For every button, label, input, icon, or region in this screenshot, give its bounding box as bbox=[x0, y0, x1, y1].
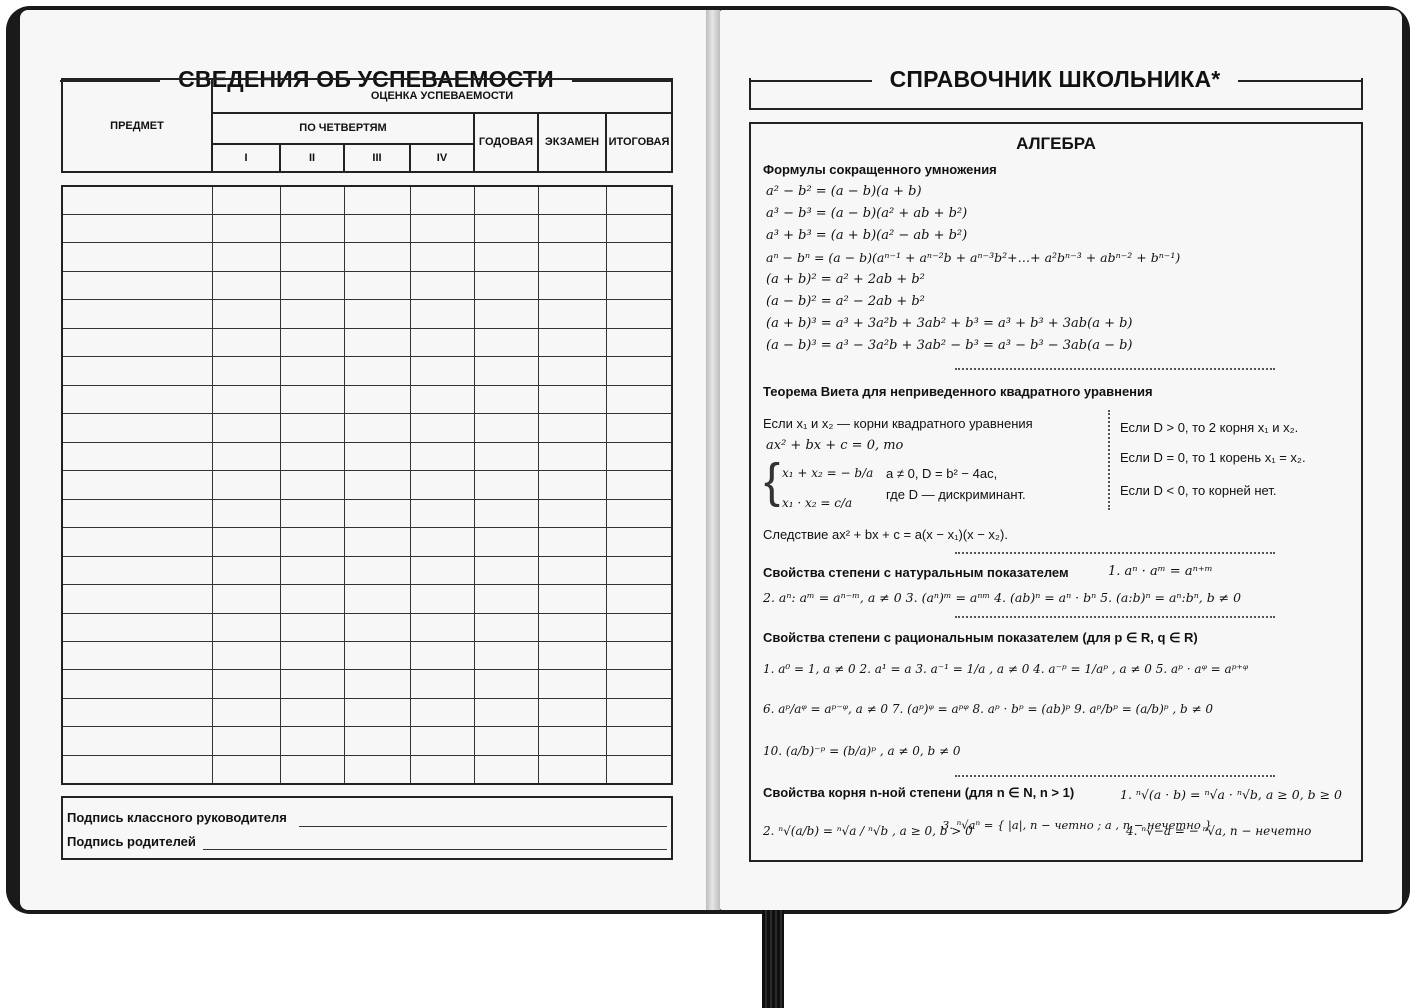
divider-vertical bbox=[1108, 410, 1110, 510]
grade-cell[interactable] bbox=[280, 613, 344, 641]
header-final: ИТОГОВАЯ bbox=[606, 113, 672, 172]
table-row bbox=[62, 328, 672, 356]
grade-cell[interactable] bbox=[410, 442, 474, 470]
grade-cell[interactable] bbox=[606, 328, 672, 356]
grade-cell[interactable] bbox=[538, 471, 606, 499]
grade-cell[interactable] bbox=[212, 442, 280, 470]
grade-cell[interactable] bbox=[606, 727, 672, 755]
table-row bbox=[62, 499, 672, 527]
grade-cell[interactable] bbox=[344, 328, 410, 356]
grade-cell[interactable] bbox=[280, 698, 344, 726]
subject-cell[interactable] bbox=[62, 556, 212, 584]
grade-cell[interactable] bbox=[212, 670, 280, 698]
grade-cell[interactable] bbox=[474, 300, 538, 328]
vieta-sum: x₁ + x₂ = − b/a bbox=[782, 466, 874, 480]
grade-cell[interactable] bbox=[606, 755, 672, 783]
grade-cell[interactable] bbox=[474, 499, 538, 527]
subject-cell[interactable] bbox=[62, 271, 212, 299]
grades-table bbox=[61, 185, 673, 785]
divider bbox=[955, 616, 1275, 618]
subject-cell[interactable] bbox=[62, 727, 212, 755]
grade-cell[interactable] bbox=[474, 670, 538, 698]
grade-cell[interactable] bbox=[410, 670, 474, 698]
grade-cell[interactable] bbox=[344, 556, 410, 584]
brace-icon: { bbox=[764, 455, 781, 508]
abbrev-heading: Формулы сокращенного умножения bbox=[763, 162, 997, 177]
table-row bbox=[62, 243, 672, 271]
grade-cell[interactable] bbox=[606, 698, 672, 726]
grade-cell[interactable] bbox=[474, 385, 538, 413]
divider bbox=[955, 552, 1275, 554]
roots-heading: Свойства корня n-ной степени (для n ∈ N, n > 1) bbox=[763, 785, 1075, 800]
grade-cell[interactable] bbox=[538, 214, 606, 242]
grade-cell[interactable] bbox=[280, 528, 344, 556]
grade-cell[interactable] bbox=[344, 385, 410, 413]
grade-cell[interactable] bbox=[474, 414, 538, 442]
grade-cell[interactable] bbox=[212, 585, 280, 613]
formula: aⁿ − bⁿ = (a − b)(aⁿ⁻¹ + aⁿ⁻²b + aⁿ⁻³b²+…+ a²bⁿ⁻³ + abⁿ⁻² + bⁿ⁻¹) bbox=[766, 250, 1181, 265]
grade-cell[interactable] bbox=[212, 271, 280, 299]
grade-cell[interactable] bbox=[538, 442, 606, 470]
grade-cell[interactable] bbox=[474, 698, 538, 726]
grade-cell[interactable] bbox=[410, 471, 474, 499]
formula: a² − b² = (a − b)(a + b) bbox=[766, 184, 922, 199]
formula: a³ − b³ = (a − b)(a² + ab + b²) bbox=[766, 206, 968, 221]
grade-cell[interactable] bbox=[538, 385, 606, 413]
grade-cell[interactable] bbox=[344, 755, 410, 783]
grade-cell[interactable] bbox=[344, 271, 410, 299]
grade-cell[interactable] bbox=[474, 727, 538, 755]
grade-cell[interactable] bbox=[474, 471, 538, 499]
grade-cell[interactable] bbox=[280, 300, 344, 328]
divider bbox=[955, 368, 1275, 370]
table-row bbox=[62, 271, 672, 299]
grade-cell[interactable] bbox=[410, 528, 474, 556]
grade-cell[interactable] bbox=[410, 243, 474, 271]
grade-cell[interactable] bbox=[606, 499, 672, 527]
teacher-signature-label: Подпись классного руководителя bbox=[67, 810, 287, 825]
discriminant-negative: Если D < 0, то корней нет. bbox=[1120, 483, 1277, 498]
grade-cell[interactable] bbox=[474, 642, 538, 670]
grade-cell[interactable] bbox=[280, 271, 344, 299]
grade-cell[interactable] bbox=[474, 613, 538, 641]
grade-cell[interactable] bbox=[212, 642, 280, 670]
table-row bbox=[62, 642, 672, 670]
grade-cell[interactable] bbox=[410, 271, 474, 299]
grade-cell[interactable] bbox=[280, 727, 344, 755]
grade-cell[interactable] bbox=[212, 755, 280, 783]
bookmark-ribbon bbox=[762, 905, 784, 1008]
grade-cell[interactable] bbox=[344, 442, 410, 470]
grade-cell[interactable] bbox=[474, 186, 538, 214]
page-title: СВЕДЕНИЯ ОБ УСПЕВАЕМОСТИ bbox=[160, 66, 572, 92]
table-row bbox=[62, 727, 672, 755]
grade-cell[interactable] bbox=[606, 613, 672, 641]
rational-row-3: 10. (a/b)⁻ᵖ = (b/a)ᵖ , a ≠ 0, b ≠ 0 bbox=[763, 744, 961, 758]
subject-cell[interactable] bbox=[62, 186, 212, 214]
grade-cell[interactable] bbox=[344, 727, 410, 755]
header-quarters: ПО ЧЕТВЕРТЯМ bbox=[212, 113, 474, 144]
header-quarter-3: III bbox=[344, 144, 410, 172]
root-property-2: 2. ⁿ√(a/b) = ⁿ√a / ⁿ√b , a ≥ 0, b > 0 bbox=[763, 824, 973, 838]
grade-cell[interactable] bbox=[212, 727, 280, 755]
grade-cell[interactable] bbox=[606, 271, 672, 299]
subject-cell[interactable] bbox=[62, 214, 212, 242]
natural-property-1: 1. aⁿ · aᵐ = aⁿ⁺ᵐ bbox=[1108, 564, 1213, 579]
vieta-equation: ax² + bx + c = 0, то bbox=[766, 438, 904, 453]
subject-cell[interactable] bbox=[62, 613, 212, 641]
grade-cell[interactable] bbox=[280, 642, 344, 670]
grade-cell[interactable] bbox=[410, 698, 474, 726]
grade-cell[interactable] bbox=[410, 755, 474, 783]
table-row bbox=[62, 300, 672, 328]
subject-cell[interactable] bbox=[62, 300, 212, 328]
table-row bbox=[62, 414, 672, 442]
grade-cell[interactable] bbox=[344, 698, 410, 726]
subject-cell[interactable] bbox=[62, 670, 212, 698]
grade-cell[interactable] bbox=[606, 442, 672, 470]
grade-cell[interactable] bbox=[344, 499, 410, 527]
formula: a³ + b³ = (a + b)(a² − ab + b²) bbox=[766, 228, 968, 243]
grade-cell[interactable] bbox=[212, 698, 280, 726]
divider bbox=[955, 775, 1275, 777]
grade-cell[interactable] bbox=[280, 243, 344, 271]
vieta-discriminant: где D — дискриминант. bbox=[886, 487, 1026, 502]
table-row bbox=[62, 698, 672, 726]
vieta-condition: a ≠ 0, D = b² − 4ac, bbox=[886, 466, 998, 481]
grade-cell[interactable] bbox=[280, 385, 344, 413]
formula: (a + b)² = a² + 2ab + b² bbox=[766, 272, 925, 287]
vieta-corollary: Следствие ax² + bx + c = a(x − x₁)(x − x₂). bbox=[763, 527, 1008, 542]
grade-cell[interactable] bbox=[606, 243, 672, 271]
page-gutter bbox=[706, 10, 720, 910]
grade-cell[interactable] bbox=[212, 613, 280, 641]
grade-cell[interactable] bbox=[410, 585, 474, 613]
vieta-text: Если x₁ и x₂ — корни квадратного уравнения bbox=[763, 416, 1033, 431]
grade-cell[interactable] bbox=[344, 214, 410, 242]
grade-cell[interactable] bbox=[212, 328, 280, 356]
grade-cell[interactable] bbox=[474, 328, 538, 356]
grade-cell[interactable] bbox=[410, 556, 474, 584]
table-row bbox=[62, 186, 672, 214]
grade-cell[interactable] bbox=[212, 186, 280, 214]
header-quarter-2: II bbox=[280, 144, 344, 172]
grade-cell[interactable] bbox=[280, 357, 344, 385]
subject-cell[interactable] bbox=[62, 385, 212, 413]
right-title-row bbox=[749, 60, 1361, 108]
grade-cell[interactable] bbox=[280, 670, 344, 698]
subject-cell[interactable] bbox=[62, 528, 212, 556]
grade-cell[interactable] bbox=[410, 499, 474, 527]
grade-cell[interactable] bbox=[410, 300, 474, 328]
grade-cell[interactable] bbox=[606, 414, 672, 442]
parents-signature-label: Подпись родителей bbox=[67, 834, 196, 849]
grade-cell[interactable] bbox=[474, 556, 538, 584]
grade-cell[interactable] bbox=[538, 528, 606, 556]
grade-cell[interactable] bbox=[538, 414, 606, 442]
table-row bbox=[62, 556, 672, 584]
table-row bbox=[62, 442, 672, 470]
root-property-4: 4. ⁿ√−a = − ⁿ√a, n − нечетно bbox=[1126, 824, 1312, 838]
grade-cell[interactable] bbox=[538, 271, 606, 299]
grade-cell[interactable] bbox=[212, 528, 280, 556]
grade-cell[interactable] bbox=[280, 556, 344, 584]
reference-title: СПРАВОЧНИК ШКОЛЬНИКА* bbox=[872, 66, 1239, 92]
grade-cell[interactable] bbox=[538, 186, 606, 214]
grade-cell[interactable] bbox=[212, 385, 280, 413]
grade-cell[interactable] bbox=[212, 243, 280, 271]
header-quarter-1: I bbox=[212, 144, 280, 172]
root-property-1: 1. ⁿ√(a · b) = ⁿ√a · ⁿ√b, a ≥ 0, b ≥ 0 bbox=[1120, 787, 1343, 802]
grade-cell[interactable] bbox=[410, 613, 474, 641]
subject-cell[interactable] bbox=[62, 698, 212, 726]
grade-cell[interactable] bbox=[474, 442, 538, 470]
grade-cell[interactable] bbox=[606, 300, 672, 328]
grade-cell[interactable] bbox=[538, 613, 606, 641]
grade-cell[interactable] bbox=[606, 471, 672, 499]
grade-cell[interactable] bbox=[344, 471, 410, 499]
header-subject: ПРЕДМЕТ bbox=[62, 79, 212, 172]
grade-cell[interactable] bbox=[344, 243, 410, 271]
grade-cell[interactable] bbox=[280, 585, 344, 613]
grade-cell[interactable] bbox=[212, 556, 280, 584]
header-quarter-4: IV bbox=[410, 144, 474, 172]
grade-cell[interactable] bbox=[606, 186, 672, 214]
grade-cell[interactable] bbox=[410, 186, 474, 214]
grade-cell[interactable] bbox=[280, 214, 344, 242]
formula: (a − b)² = a² − 2ab + b² bbox=[766, 294, 925, 309]
header-annual: ГОДОВАЯ bbox=[474, 113, 538, 172]
teacher-signature-line[interactable] bbox=[299, 826, 667, 827]
parents-signature-line[interactable] bbox=[203, 849, 667, 850]
grade-cell[interactable] bbox=[474, 214, 538, 242]
discriminant-zero: Если D = 0, то 1 корень x₁ = x₂. bbox=[1120, 450, 1306, 465]
grade-cell[interactable] bbox=[344, 670, 410, 698]
grade-cell[interactable] bbox=[474, 528, 538, 556]
discriminant-positive: Если D > 0, то 2 корня x₁ и x₂. bbox=[1120, 420, 1299, 435]
grade-cell[interactable] bbox=[280, 499, 344, 527]
grade-cell[interactable] bbox=[280, 414, 344, 442]
subject-cell[interactable] bbox=[62, 642, 212, 670]
table-row bbox=[62, 755, 672, 783]
table-row bbox=[62, 585, 672, 613]
grade-cell[interactable] bbox=[538, 755, 606, 783]
grade-cell[interactable] bbox=[606, 528, 672, 556]
grade-cell[interactable] bbox=[474, 271, 538, 299]
grade-cell[interactable] bbox=[280, 328, 344, 356]
grade-cell[interactable] bbox=[410, 727, 474, 755]
grade-cell[interactable] bbox=[606, 357, 672, 385]
grade-cell[interactable] bbox=[344, 186, 410, 214]
grade-cell[interactable] bbox=[538, 698, 606, 726]
table-row bbox=[62, 357, 672, 385]
grade-cell[interactable] bbox=[410, 414, 474, 442]
grade-cell[interactable] bbox=[606, 385, 672, 413]
root-property-3: 3. ⁿ√aⁿ = { |a|, n − четно ; a , n − нечетно } bbox=[942, 818, 1212, 832]
rational-row-1: 1. a⁰ = 1, a ≠ 0 2. a¹ = a 3. a⁻¹ = 1/a , a ≠ 0 4. a⁻ᵖ = 1/aᵖ , a ≠ 0 5. aᵖ · aᵠ = aᵖ⁺ᵠ bbox=[763, 662, 1249, 676]
grade-cell[interactable] bbox=[344, 642, 410, 670]
signature-box bbox=[61, 796, 673, 860]
natural-heading: Свойства степени с натуральным показателем bbox=[763, 565, 1069, 580]
grade-cell[interactable] bbox=[410, 328, 474, 356]
grade-cell[interactable] bbox=[538, 499, 606, 527]
table-row bbox=[62, 385, 672, 413]
grade-cell[interactable] bbox=[344, 613, 410, 641]
grade-cell[interactable] bbox=[410, 642, 474, 670]
grade-cell[interactable] bbox=[538, 670, 606, 698]
grade-cell[interactable] bbox=[606, 642, 672, 670]
grade-cell[interactable] bbox=[474, 755, 538, 783]
subject-cell[interactable] bbox=[62, 442, 212, 470]
subject-cell[interactable] bbox=[62, 328, 212, 356]
subject-cell[interactable] bbox=[62, 414, 212, 442]
grade-cell[interactable] bbox=[280, 755, 344, 783]
grade-cell[interactable] bbox=[212, 414, 280, 442]
grade-cell[interactable] bbox=[606, 585, 672, 613]
header-grades: ОЦЕНКА УСПЕВАЕМОСТИ bbox=[212, 79, 672, 113]
grade-cell[interactable] bbox=[212, 300, 280, 328]
rational-heading: Свойства степени с рациональным показателем (для p ∈ R, q ∈ R) bbox=[763, 630, 1198, 645]
grade-cell[interactable] bbox=[474, 243, 538, 271]
subject-cell[interactable] bbox=[62, 755, 212, 783]
subject-cell[interactable] bbox=[62, 243, 212, 271]
grades-header-table bbox=[61, 78, 673, 173]
grade-cell[interactable] bbox=[410, 214, 474, 242]
grade-cell[interactable] bbox=[474, 585, 538, 613]
grade-cell[interactable] bbox=[606, 214, 672, 242]
subject-cell[interactable] bbox=[62, 357, 212, 385]
header-exam: ЭКЗАМЕН bbox=[538, 113, 606, 172]
grade-cell[interactable] bbox=[474, 357, 538, 385]
grade-cell[interactable] bbox=[410, 357, 474, 385]
table-row bbox=[62, 528, 672, 556]
subject-cell[interactable] bbox=[62, 471, 212, 499]
table-row bbox=[62, 613, 672, 641]
subject-cell[interactable] bbox=[62, 585, 212, 613]
grade-cell[interactable] bbox=[212, 357, 280, 385]
grade-cell[interactable] bbox=[538, 357, 606, 385]
grade-cell[interactable] bbox=[212, 214, 280, 242]
table-row bbox=[62, 471, 672, 499]
formula: (a + b)³ = a³ + 3a²b + 3ab² + b³ = a³ + b³ + 3ab(a + b) bbox=[766, 316, 1133, 331]
grade-cell[interactable] bbox=[344, 300, 410, 328]
vieta-heading: Теорема Виета для неприведенного квадратного уравнения bbox=[763, 384, 1153, 399]
grade-cell[interactable] bbox=[280, 442, 344, 470]
formula: (a − b)³ = a³ − 3a²b + 3ab² − b³ = a³ − b³ − 3ab(a − b) bbox=[766, 338, 1133, 353]
grade-cell[interactable] bbox=[538, 328, 606, 356]
grade-cell[interactable] bbox=[538, 642, 606, 670]
grade-cell[interactable] bbox=[606, 670, 672, 698]
grade-cell[interactable] bbox=[538, 727, 606, 755]
vieta-product: x₁ · x₂ = c/a bbox=[782, 496, 853, 510]
grade-cell[interactable] bbox=[344, 528, 410, 556]
grade-cell[interactable] bbox=[538, 585, 606, 613]
grade-cell[interactable] bbox=[538, 243, 606, 271]
grade-cell[interactable] bbox=[410, 385, 474, 413]
grade-cell[interactable] bbox=[344, 585, 410, 613]
grade-cell[interactable] bbox=[538, 556, 606, 584]
rational-row-2: 6. aᵖ/aᵠ = aᵖ⁻ᵠ, a ≠ 0 7. (aᵖ)ᵠ = aᵖᵠ 8. aᵖ · bᵖ = (ab)ᵖ 9. aᵖ/bᵖ = (a/b)ᵖ , b ≠ 0 bbox=[763, 702, 1214, 716]
grade-cell[interactable] bbox=[212, 499, 280, 527]
subject-cell[interactable] bbox=[62, 499, 212, 527]
grade-cell[interactable] bbox=[280, 471, 344, 499]
right-title-wrap bbox=[749, 66, 1361, 93]
table-row bbox=[62, 214, 672, 242]
natural-properties: 2. aⁿ: aᵐ = aⁿ⁻ᵐ, a ≠ 0 3. (aⁿ)ᵐ = aⁿᵐ 4. (ab)ⁿ = aⁿ · bⁿ 5. (a:b)ⁿ = aⁿ:bⁿ, b ≠ 0 bbox=[763, 590, 1242, 605]
grade-cell[interactable] bbox=[280, 186, 344, 214]
table-row bbox=[62, 670, 672, 698]
grade-cell[interactable] bbox=[538, 300, 606, 328]
grade-cell[interactable] bbox=[606, 556, 672, 584]
grade-cell[interactable] bbox=[344, 357, 410, 385]
section-title: АЛГЕБРА bbox=[1016, 134, 1096, 153]
grade-cell[interactable] bbox=[212, 471, 280, 499]
grade-cell[interactable] bbox=[344, 414, 410, 442]
